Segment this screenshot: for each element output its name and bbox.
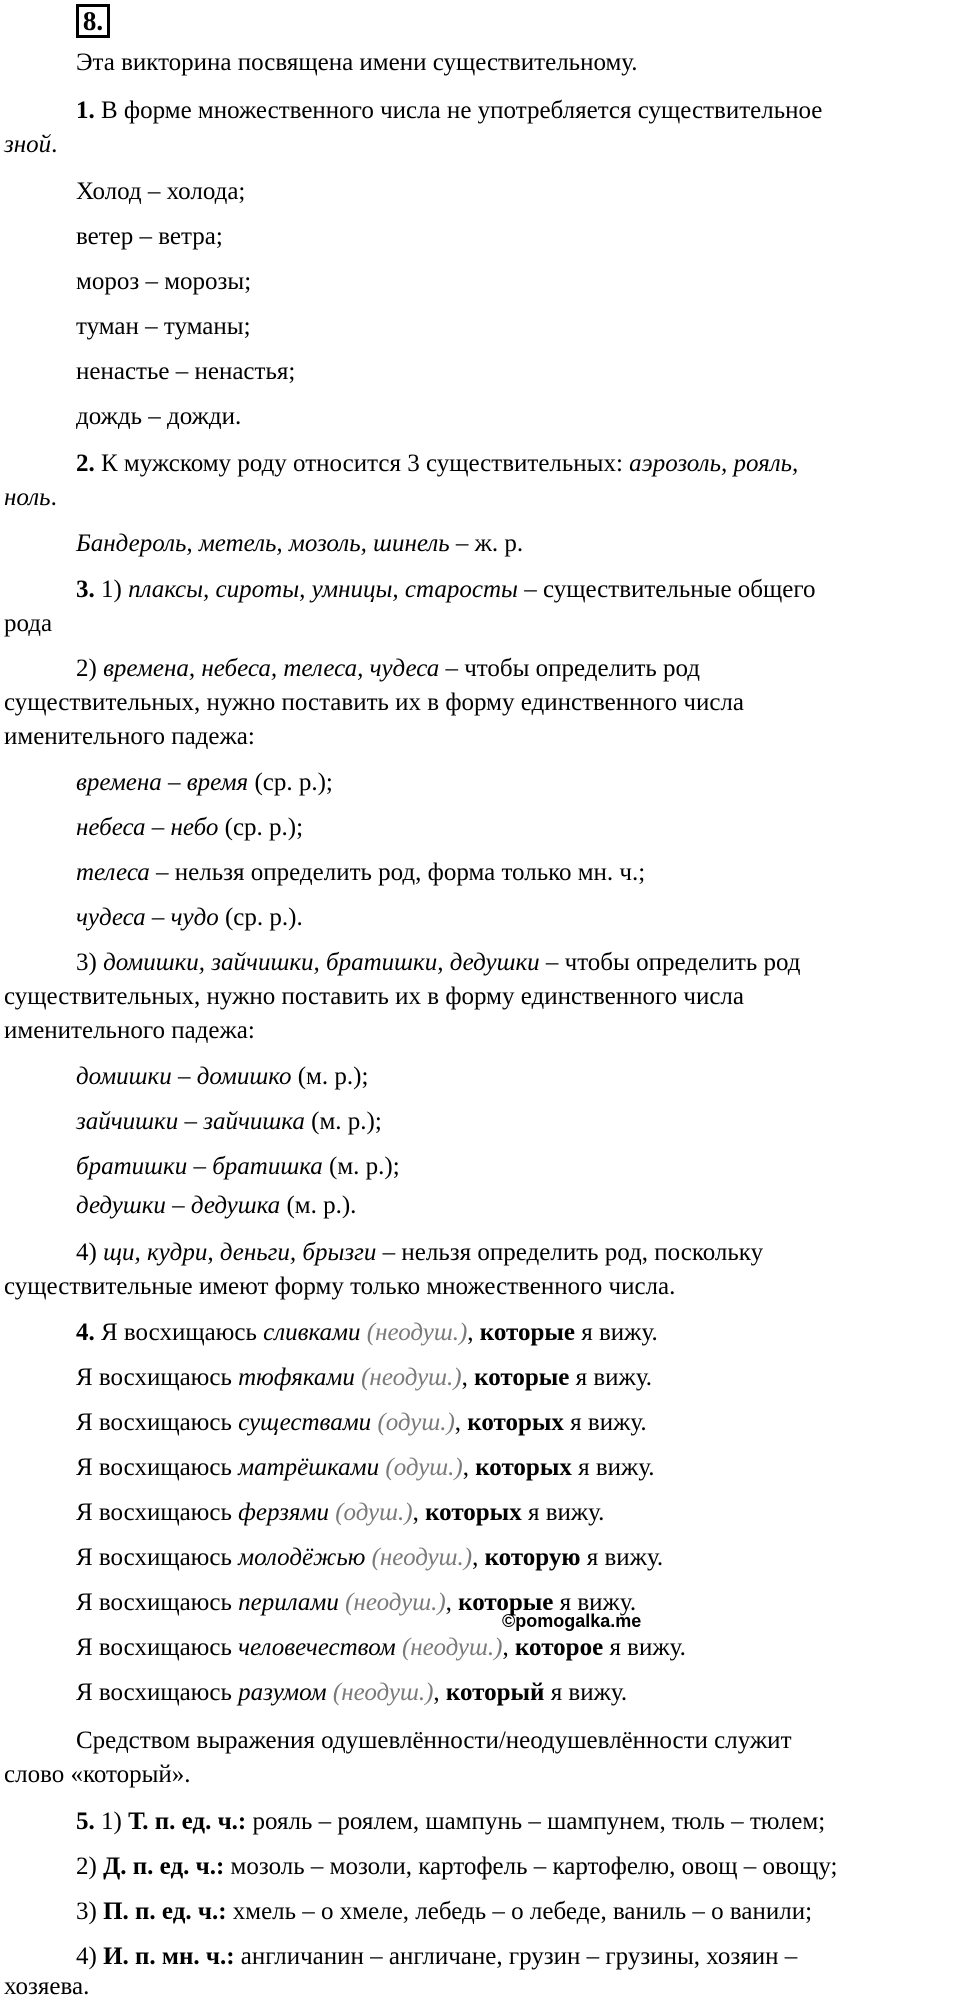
item-tail: (ср. р.); (248, 769, 333, 796)
q5-case: Т. п. ед. ч.: (128, 1808, 247, 1835)
q1-pair: дождь – дожди. (76, 403, 242, 430)
q5-last-line: хозяева. (4, 1973, 90, 2000)
q2-feminine-line (76, 527, 523, 561)
q4-word: человечеством (238, 1634, 396, 1661)
q4-suffix: я вижу. (521, 1499, 605, 1526)
q1-pair: ветер – ветра; (76, 223, 223, 250)
q3-part3-line (76, 946, 800, 980)
item-word: братишки – братишка (76, 1153, 323, 1180)
q5-case: П. п. ед. ч.: (103, 1898, 227, 1925)
q1-end: . (51, 131, 58, 158)
q1-pair: туман – туманы; (76, 313, 251, 340)
q1-number: 1. (76, 97, 95, 124)
intro-text: Эта викторина посвящена имени существительному. (76, 49, 638, 76)
q3-part4-line (76, 1236, 763, 1270)
q3-part2-line (76, 652, 700, 686)
q4-note: (неодуш.) (345, 1589, 446, 1616)
item-tail: (м. р.); (322, 1153, 400, 1180)
q5-label: 4) (76, 1943, 104, 1970)
q4-row: Я восхищаюсь матрёшками (одуш.), которых я вижу. (76, 1454, 655, 1481)
q3-part3-item (76, 1060, 368, 1094)
task-number: 8. (82, 6, 104, 36)
item-word: зайчишки – зайчишка (76, 1108, 305, 1135)
q4-prefix: Я восхищаюсь (76, 1364, 239, 1391)
q3-part3-item (76, 1189, 356, 1223)
q4-note: (одуш.) (385, 1454, 463, 1481)
q5-row (76, 1895, 812, 1929)
q3-part1-words: плаксы, сироты, умницы, старосты (128, 576, 518, 603)
q2-words: аэрозоль, рояль, (629, 450, 799, 477)
q2-number: 2. (76, 450, 95, 477)
q4-suffix: я вижу. (544, 1679, 628, 1706)
q1-text: В форме множественного числа не употребляется существительное (94, 97, 823, 124)
q4-prefix: Я восхищаюсь (76, 1634, 239, 1661)
q1-word: зной (4, 131, 52, 158)
q4-row: Я восхищаюсь разумом (неодуш.), который я вижу. (76, 1679, 628, 1706)
q3-part3-tail: – чтобы определить род (539, 949, 801, 976)
q3-part2-item (76, 811, 303, 845)
q4-note: (неодуш.) (332, 1679, 434, 1706)
item-word: дедушки – дедушка (76, 1192, 281, 1219)
item-word: времена – время (76, 769, 249, 796)
q4-row: Я восхищаюсь перилами (неодуш.), которые я вижу. (76, 1589, 637, 1616)
q2-feminine-tail: – ж. р. (449, 530, 524, 557)
q3-part4-line-2: существительные имеют форму только множественного числа. (4, 1273, 676, 1300)
q4-word: сливками (263, 1319, 361, 1346)
q4-suffix: я вижу. (553, 1589, 637, 1616)
q3-number: 3. (76, 576, 95, 603)
q4-note: (неодуш.) (371, 1544, 473, 1571)
q4-row: Я восхищаюсь тюфяками (неодуш.), которые я вижу. (76, 1364, 653, 1391)
q3-part3-line-3: именительного падежа: (4, 1017, 255, 1044)
q1-line-2 (4, 128, 57, 162)
q4-relative: которых (425, 1499, 522, 1526)
q2-feminine-words: Бандероль, метель, мозоль, шинель (76, 530, 450, 557)
q3-part3-words: домишки, зайчишки, братишки, дедушки (103, 949, 540, 976)
q4-suffix: я вижу. (580, 1544, 664, 1571)
q3-part4-words: щи, кудри, деньги, брызги (103, 1239, 377, 1266)
q5-label: 1) (101, 1808, 129, 1835)
q2-line (76, 447, 798, 481)
q3-part1-tail: – существительные общего (517, 576, 816, 603)
q4-prefix: Я восхищаюсь (76, 1454, 239, 1481)
q4-relative: которых (475, 1454, 572, 1481)
item-tail: (м. р.). (280, 1192, 357, 1219)
q4-relative: которые (458, 1589, 554, 1616)
q1-pair: Холод – холода; (76, 178, 246, 205)
item-tail: (ср. р.). (218, 904, 303, 931)
q4-word: ферзями (238, 1499, 329, 1526)
q2-end: . (50, 484, 57, 511)
q5-row (76, 1940, 797, 1974)
q4-relative: которое (514, 1634, 604, 1661)
q4-row: Я восхищаюсь ферзями (одуш.), которых я вижу. (76, 1499, 605, 1526)
q3-part3-item (76, 1150, 400, 1184)
q4-suffix: я вижу. (571, 1454, 655, 1481)
q4-suffix: я вижу. (569, 1364, 653, 1391)
q3-part4-tail: – нельзя определить род, поскольку (376, 1239, 764, 1266)
q4-conclusion-line-2: слово «который». (4, 1761, 191, 1788)
q4-word: матрёшками (238, 1454, 380, 1481)
q5-text: рояль – роялем, шампунь – шампунем, тюль – тюлем; (246, 1808, 826, 1835)
q5-text: англичанин – англичане, грузин – грузины, хозяин – (234, 1943, 798, 1970)
q5-text: хмель – о хмеле, лебедь – о лебеде, ваниль – о ванили; (226, 1898, 813, 1925)
q3-part1-line-2: рода (4, 610, 53, 637)
q4-relative: который (445, 1679, 545, 1706)
q4-prefix: Я восхищаюсь (76, 1409, 239, 1436)
item-word: домишки – домишко (76, 1063, 292, 1090)
q3-part3-item (76, 1105, 382, 1139)
q4-word: тюфяками (238, 1364, 355, 1391)
q3-part2-words: времена, небеса, телеса, чудеса (103, 655, 440, 682)
item-tail: (м. р.); (291, 1063, 369, 1090)
q4-relative: которую (484, 1544, 581, 1571)
q3-part2-label: 2) (76, 655, 104, 682)
q4-note: (неодуш.) (366, 1319, 468, 1346)
q5-number: 5. (76, 1808, 95, 1835)
item-word: небеса – небо (76, 814, 219, 841)
item-tail: (ср. р.); (218, 814, 304, 841)
q4-suffix: я вижу. (603, 1634, 686, 1661)
q4-row: Я восхищаюсь человечеством (неодуш.), которое я вижу. (76, 1634, 686, 1661)
q4-relative: которых (467, 1409, 564, 1436)
q4-word: существами (238, 1409, 372, 1436)
q4-prefix: Я восхищаюсь (76, 1679, 239, 1706)
q1-line (76, 94, 822, 128)
q2-word-last: ноль (4, 484, 51, 511)
q5-row (76, 1850, 837, 1884)
q4-note: (одуш.) (377, 1409, 455, 1436)
q3-part2-item (76, 856, 645, 890)
q4-row: Я восхищаюсь молодёжью (неодуш.), которую я вижу. (76, 1544, 664, 1571)
q3-part2-line-3: именительного падежа: (4, 723, 255, 750)
q3-part1-line (76, 573, 816, 607)
q3-part2-tail: – чтобы определить род (439, 655, 701, 682)
q4-conclusion: Средством выражения одушевлённости/неодушевлённости служит (76, 1727, 792, 1754)
q4-note: (неодуш.) (361, 1364, 462, 1391)
q4-prefix: Я восхищаюсь (76, 1499, 239, 1526)
q3-part1-label: 1) (94, 576, 129, 603)
q3-part2-line-2: существительных, нужно поставить их в форму единственного числа (4, 689, 745, 716)
q4-word: молодёжью (238, 1544, 366, 1571)
q4-note: (неодуш.) (401, 1634, 503, 1661)
q3-part2-item (76, 766, 333, 800)
q5-text: мозоль – мозоли, картофель – картофелю, овощ – овощу; (224, 1853, 838, 1880)
q4-prefix: Я восхищаюсь (76, 1544, 239, 1571)
item-tail: нельзя определить род, форма только мн. ч.; (168, 859, 646, 886)
q1-pair: ненастье – ненастья; (76, 358, 296, 385)
watermark: ©pomogalka.me (502, 1611, 642, 1631)
q5-label: 3) (76, 1898, 104, 1925)
item-tail: (м. р.); (304, 1108, 382, 1135)
q3-part2-item (76, 901, 303, 935)
q2-line-2 (4, 481, 57, 515)
q4-suffix: я вижу. (575, 1319, 658, 1346)
q5-case: И. п. мн. ч.: (103, 1943, 235, 1970)
q4-word: разумом (238, 1679, 327, 1706)
q2-text: К мужскому роду относится 3 существительных: (94, 450, 630, 477)
q3-part4-label: 4) (76, 1239, 104, 1266)
q4-number: 4. (76, 1319, 95, 1346)
task-number-box (76, 4, 110, 38)
q4-relative: которые (474, 1364, 570, 1391)
q1-pair: мороз – морозы; (76, 268, 252, 295)
item-word: чудеса – чудо (76, 904, 219, 931)
q4-prefix: Я восхищаюсь (76, 1589, 239, 1616)
q3-part3-line-2: существительных, нужно поставить их в форму единственного числа (4, 983, 745, 1010)
q4-word: перилами (238, 1589, 339, 1616)
item-word: телеса – (76, 859, 169, 886)
q4-prefix: Я восхищаюсь (94, 1319, 264, 1346)
q5-case: Д. п. ед. ч.: (103, 1853, 225, 1880)
q5-label: 2) (76, 1853, 104, 1880)
q4-relative: которые (479, 1319, 575, 1346)
q5-row (76, 1805, 825, 1839)
q3-part3-label: 3) (76, 949, 104, 976)
q4-row: 4. Я восхищаюсь сливками (неодуш.), которые я вижу. (76, 1319, 658, 1346)
q4-note: (одуш.) (335, 1499, 413, 1526)
q4-suffix: я вижу. (563, 1409, 647, 1436)
q4-row: Я восхищаюсь существами (одуш.), которых я вижу. (76, 1409, 647, 1436)
